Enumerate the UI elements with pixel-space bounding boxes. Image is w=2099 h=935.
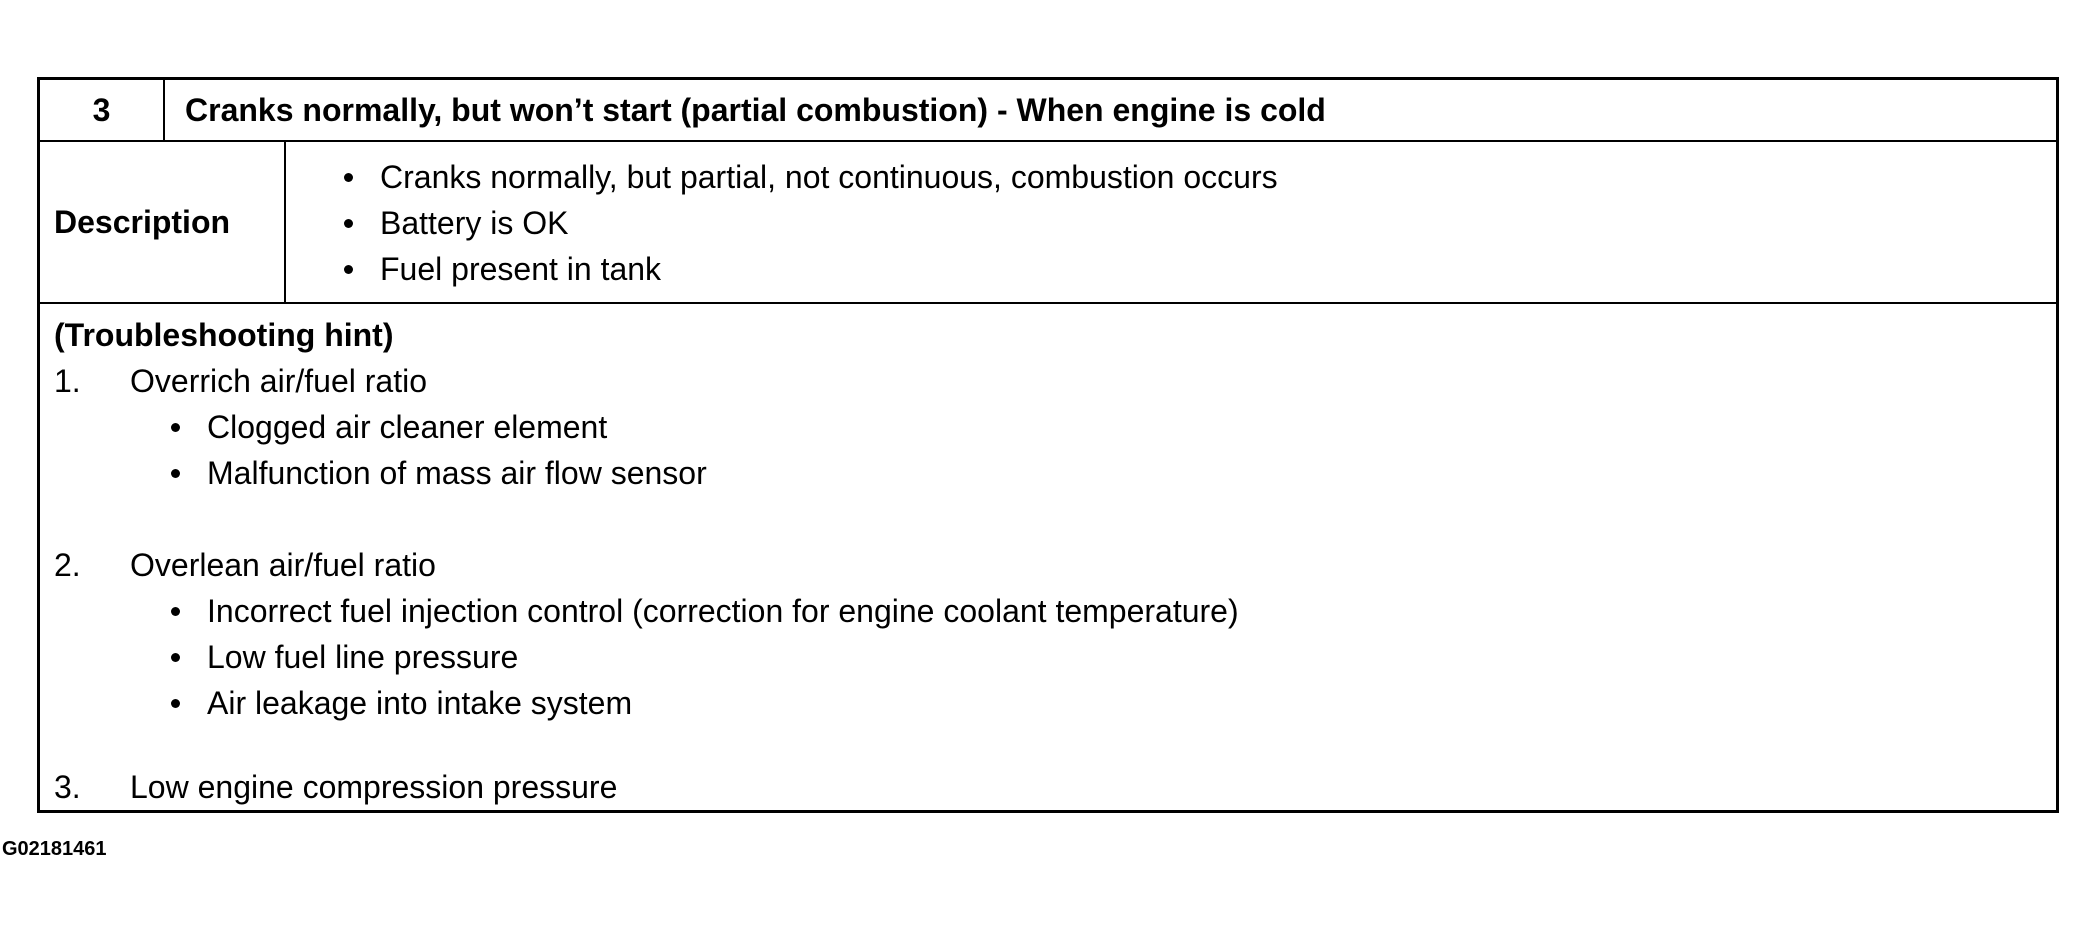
figure-code: G02181461 bbox=[2, 838, 107, 860]
cause-item-text: Low fuel line pressure bbox=[207, 639, 519, 675]
cause-label: Overrich air/fuel ratio bbox=[130, 363, 427, 399]
cause-item-text: Incorrect fuel injection control (correction for engine coolant temperature) bbox=[207, 593, 1239, 629]
cause-3 bbox=[54, 764, 617, 810]
cause-number: 3. bbox=[54, 769, 81, 805]
cause-1-list bbox=[54, 404, 707, 496]
bullet-icon bbox=[344, 265, 353, 274]
bullet-icon bbox=[171, 607, 180, 616]
description-row bbox=[40, 142, 2056, 304]
description-label: Description bbox=[40, 142, 286, 302]
description-item-text: Battery is OK bbox=[380, 205, 569, 241]
symptom-title: Cranks normally, but won’t start (partial combustion) - When engine is cold bbox=[185, 92, 1326, 128]
bullet-icon bbox=[171, 423, 180, 432]
bullet-icon bbox=[344, 173, 353, 182]
list-item bbox=[340, 200, 1278, 246]
list-item bbox=[167, 634, 1239, 680]
bullet-icon bbox=[344, 219, 353, 228]
list-item bbox=[167, 588, 1239, 634]
list-item bbox=[340, 154, 1278, 200]
hint-title: (Troubleshooting hint) bbox=[54, 317, 394, 353]
cause-item-text: Air leakage into intake system bbox=[207, 685, 633, 721]
cause-number: 1. bbox=[54, 363, 81, 399]
list-item bbox=[340, 246, 1278, 292]
description-item-text: Cranks normally, but partial, not continuous, combustion occurs bbox=[380, 159, 1278, 195]
cause-2-list bbox=[54, 588, 1239, 726]
description-item-text: Fuel present in tank bbox=[380, 251, 662, 287]
list-item bbox=[167, 450, 707, 496]
cause-label: Overlean air/fuel ratio bbox=[130, 547, 436, 583]
header-row bbox=[40, 80, 2056, 142]
troubleshooting-table bbox=[37, 77, 2059, 813]
bullet-icon bbox=[171, 699, 180, 708]
list-item bbox=[167, 404, 707, 450]
cause-item-text: Malfunction of mass air flow sensor bbox=[207, 455, 707, 491]
description-list bbox=[340, 154, 1278, 292]
cause-label: Low engine compression pressure bbox=[130, 769, 618, 805]
cause-item-text: Clogged air cleaner element bbox=[207, 409, 608, 445]
bullet-icon bbox=[171, 653, 180, 662]
symptom-number: 3 bbox=[40, 80, 165, 140]
cause-2 bbox=[54, 542, 1239, 726]
bullet-icon bbox=[171, 469, 180, 478]
list-item bbox=[167, 680, 1239, 726]
cause-number: 2. bbox=[54, 547, 81, 583]
cause-1 bbox=[54, 358, 707, 496]
